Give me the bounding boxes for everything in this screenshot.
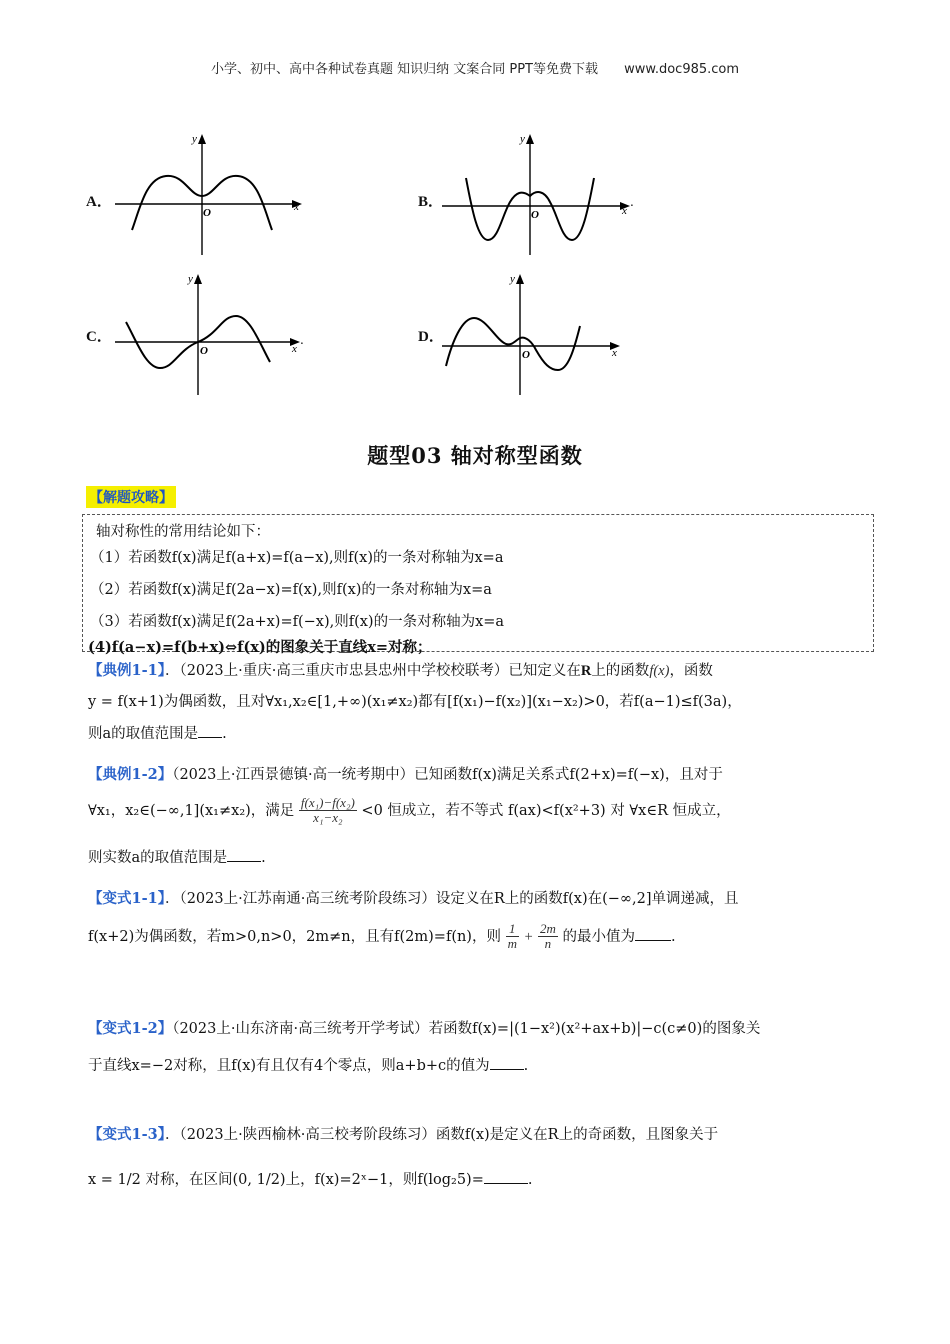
example-1-1-line-3 — [88, 724, 227, 742]
answer-blank[interactable] — [227, 848, 261, 862]
variant-1-3-text-2: x = 1/2 对称，在区间(0, 1/2)上，f(x)=2ˣ−1，则f(log₂5)= — [88, 1172, 484, 1188]
option-c-label: C． — [86, 329, 112, 345]
answer-blank[interactable] — [484, 1170, 528, 1184]
variant-1-3-period: . — [527, 1172, 533, 1188]
variant-1-3-line-2 — [88, 1170, 532, 1188]
option-b-label: B． — [418, 194, 444, 210]
option-a-graph — [110, 130, 310, 256]
answer-blank[interactable] — [198, 724, 222, 738]
plus-sign: + — [523, 928, 534, 945]
variant-1-1-period: . — [670, 928, 676, 945]
fraction-denominator: m — [507, 936, 517, 952]
box-line-2: （2）若函数f(x)满足f(2a−x)=f(x),则f(x)的一条对称轴为x=a — [90, 582, 492, 598]
option-b-graph — [440, 130, 640, 256]
example-1-1-tag: 【典例1-1】 — [88, 662, 165, 679]
fraction-numerator: f(x₁)−f(x₂) — [300, 795, 355, 810]
variant-1-1-tag: 【变式1-1】 — [88, 890, 165, 907]
variant-1-1-text-2b: 的最小值为 — [562, 928, 635, 945]
fraction-denominator: x₁−x₂ — [313, 810, 343, 826]
option-c-graph — [110, 270, 310, 396]
example-1-1-R: R — [580, 663, 592, 679]
tips-label: 【解题攻略】 — [86, 486, 176, 508]
variant-1-2-line-1 — [88, 1022, 760, 1037]
box-line-3: （3）若函数f(x)满足f(2a+x)=f(−x),则f(x)的一条对称轴为x=a — [90, 614, 505, 630]
variant-1-1-text-1: ．（2023上·江苏南通·高三统考阶段练习）设定义在R上的函数f(x)在(−∞,2]单调递减，且 — [164, 891, 739, 907]
example-1-1-text-b: 上的函数 — [591, 663, 650, 679]
option-a-origin: O — [203, 207, 211, 219]
variant-1-2-text-2: 于直线x=−2对称，且f(x)有且仅有4个零点，则a+b+c的值为 — [88, 1058, 490, 1074]
option-a-y-label: y — [192, 133, 197, 145]
example-1-1-line-2: y = f(x+1)为偶函数，且对∀x₁,x₂∈[1,+∞)(x₁≠x₂)都有[f(x₁)−f(x₂)](x₁−x₂)>0，若f(a−1)≤f(3a)， — [88, 694, 742, 710]
example-1-1-text-3: 则a的取值范围是 — [88, 726, 199, 742]
variant-1-1-line-1 — [88, 892, 738, 907]
section-title: 题型03 轴对称型函数 — [367, 443, 583, 468]
option-d-x-label: x — [612, 347, 617, 359]
option-b-origin: O — [531, 209, 539, 221]
answer-blank[interactable] — [490, 1056, 524, 1070]
example-1-2-text-3: 则实数a的取值范围是 — [88, 850, 228, 866]
variant-1-2-period: . — [523, 1058, 529, 1074]
example-1-2-line-3 — [88, 848, 266, 866]
variant-1-3-line-1 — [88, 1128, 718, 1143]
variant-1-2-tag: 【变式1-2】 — [88, 1020, 173, 1037]
example-1-2-text-1: （2023上·江西景德镇·高一统考期中）已知函数f(x)满足关系式f(2+x)=f(−x)，且对于 — [172, 767, 723, 783]
fraction-numerator: 1 — [506, 922, 519, 937]
option-b-period: . — [630, 195, 634, 209]
variant-1-3-text-1: ．（2023上·陕西榆林·高三校考阶段练习）函数f(x)是定义在R上的奇函数，且图象关于 — [164, 1127, 719, 1143]
example-1-2-fraction — [299, 796, 357, 826]
fraction-numerator: 2m — [539, 921, 556, 936]
option-c-x-label: x — [292, 343, 297, 355]
option-b-y-label: y — [520, 133, 525, 145]
example-1-1-fx: f(x) — [649, 663, 670, 679]
box-line-1: （1）若函数f(x)满足f(a+x)=f(a−x),则f(x)的一条对称轴为x=a — [90, 550, 504, 566]
variant-1-1-fraction-1 — [506, 922, 519, 952]
option-c-period: . — [300, 333, 304, 347]
variant-1-2-line-2 — [88, 1056, 528, 1074]
fraction-denominator: n — [544, 936, 552, 952]
answer-blank[interactable] — [635, 927, 671, 941]
option-a-label: A． — [86, 194, 112, 210]
variant-1-1-fraction-2 — [538, 922, 558, 952]
variant-1-2-text-1: （2023上·山东济南·高三统考开学考试）若函数f(x)=|(1−x²)(x²+ax+b)|−c(c≠0)的图象关 — [172, 1021, 761, 1037]
option-d-origin: O — [522, 349, 530, 361]
example-1-1-text-c: ，函数 — [669, 663, 713, 679]
example-1-2-text-2a: ∀x₁，x₂∈(−∞,1](x₁≠x₂)，满足 — [88, 802, 295, 819]
header-url[interactable]: www.doc985.com — [624, 62, 740, 77]
example-1-2-period: . — [261, 850, 266, 866]
example-1-1-text-a: ．（2023上·重庆·高三重庆市忠县忠州中学校校联考）已知定义在 — [164, 663, 581, 679]
example-1-1-period: . — [222, 726, 227, 742]
option-b-x-label: x — [622, 205, 627, 217]
example-1-2-line-2 — [88, 796, 731, 826]
example-1-1-line-1 — [88, 664, 713, 679]
variant-1-1-text-2a: f(x+2)为偶函数，若m>0,n>0，2m≠n，且有f(2m)=f(n)，则 — [88, 928, 501, 945]
box-line-4: (4)f(a−x)=f(b+x)⇔f(x)的图象关于直线x=对称； — [88, 639, 432, 656]
example-1-2-text-2b: <0 恒成立，若不等式 f(ax)<f(x²+3) 对 ∀x∈R 恒成立， — [361, 802, 731, 819]
variant-1-1-line-2 — [88, 922, 676, 952]
option-d-label: D． — [418, 329, 444, 345]
example-1-2-tag: 【典例1-2】 — [88, 766, 173, 783]
option-c-origin: O — [200, 345, 208, 357]
variant-1-3-tag: 【变式1-3】 — [88, 1126, 165, 1143]
option-d-graph — [440, 270, 640, 396]
option-a-x-label: x — [294, 201, 299, 213]
box-intro: 轴对称性的常用结论如下： — [96, 524, 270, 540]
header-text: 小学、初中、高中各种试卷真题 知识归纳 文案合同 PPT等免费下载 — [210, 62, 598, 77]
option-d-y-label: y — [510, 273, 515, 285]
example-1-2-line-1 — [88, 768, 723, 783]
option-c-y-label: y — [188, 273, 193, 285]
page-header — [0, 58, 950, 77]
